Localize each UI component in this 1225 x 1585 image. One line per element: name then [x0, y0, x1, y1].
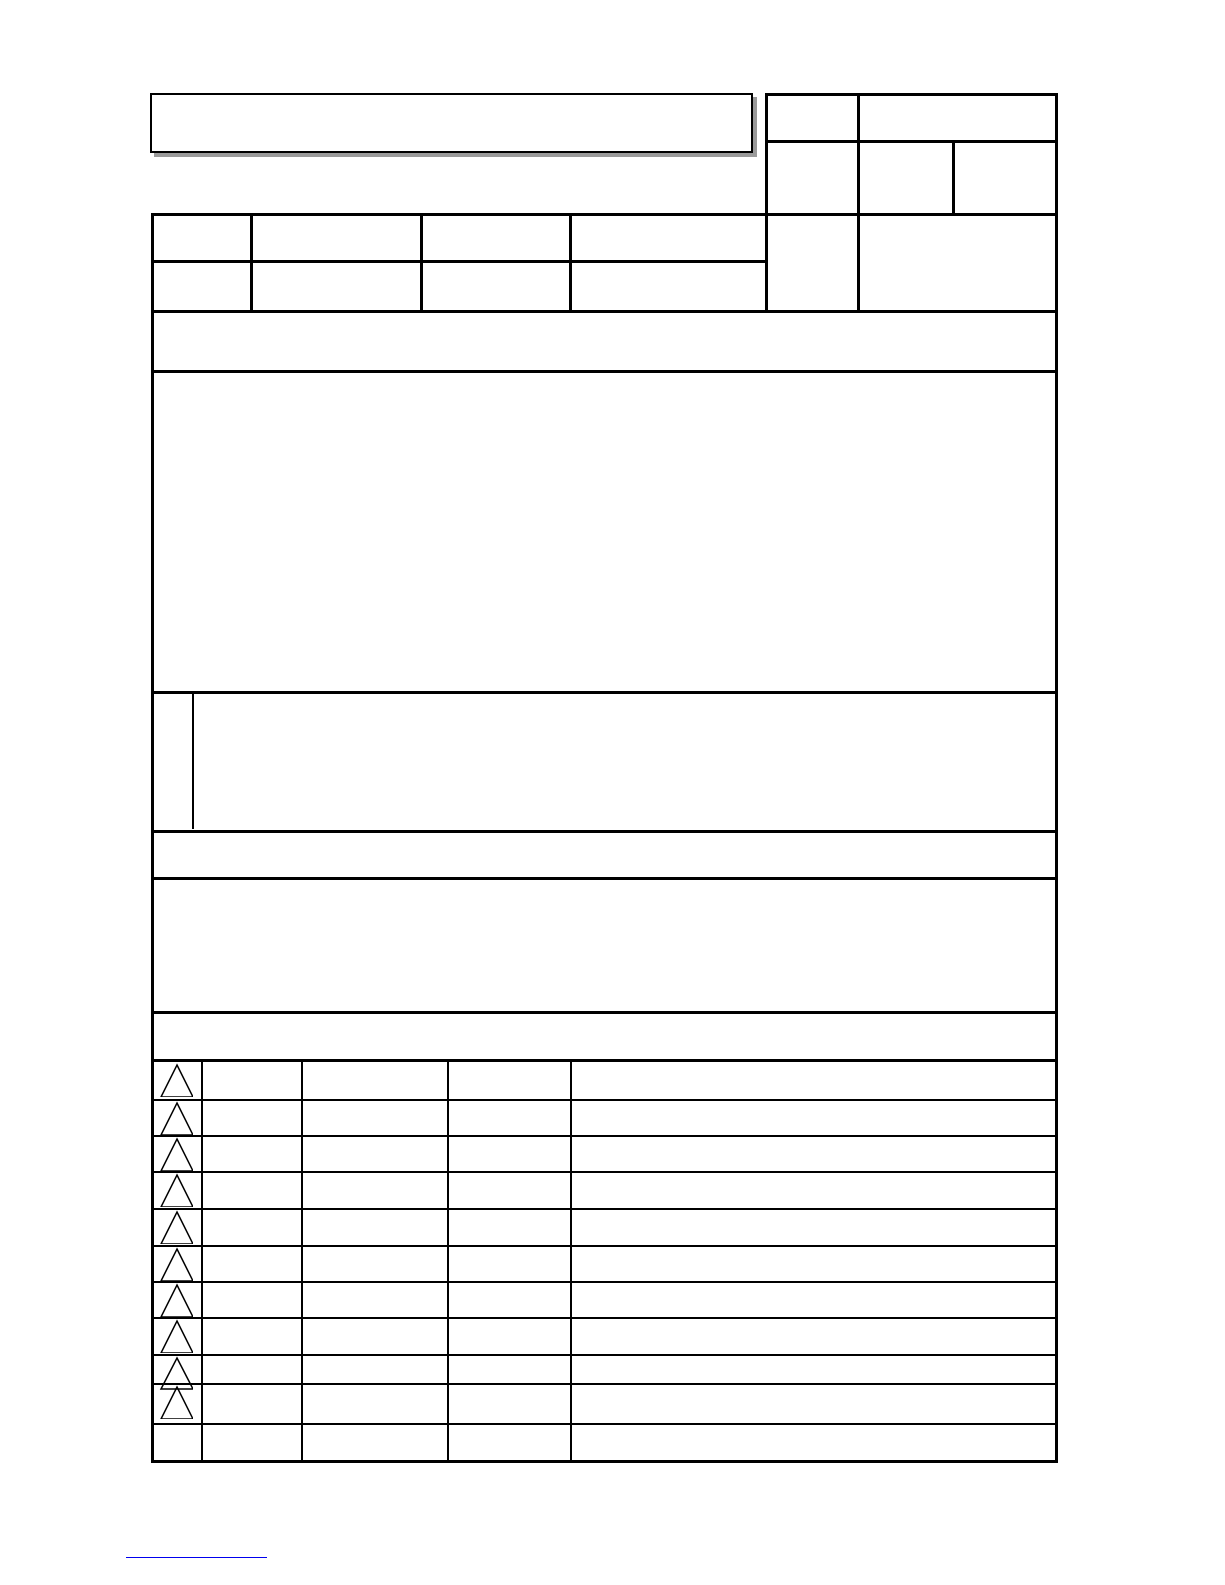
revision-row-divider — [151, 1208, 1058, 1210]
triangle-revision-icon — [159, 1247, 193, 1281]
revision-section-top — [151, 1011, 1058, 1014]
revision-col-2 — [301, 1061, 303, 1461]
table-border-left — [151, 213, 154, 1463]
revision-row-divider — [151, 1245, 1058, 1247]
triangle-revision-icon — [159, 1210, 193, 1244]
info-row-top — [151, 213, 1058, 216]
section-c-top — [151, 830, 1058, 833]
document-title-box — [150, 93, 753, 153]
revision-row-divider — [151, 1135, 1058, 1137]
header-border-mid — [857, 93, 860, 313]
revision-row-divider — [151, 1317, 1058, 1319]
revision-heading-divider — [151, 1059, 1058, 1062]
triangle-revision-icon — [159, 1137, 193, 1171]
revision-row-divider — [151, 1281, 1058, 1283]
info-col-1 — [250, 213, 253, 313]
header-border-left — [765, 93, 768, 313]
triangle-revision-icon — [159, 1319, 193, 1353]
table-border-right — [1055, 93, 1058, 1463]
header-border-top — [765, 93, 1058, 96]
triangle-revision-icon — [159, 1385, 193, 1419]
revision-row-divider — [151, 1099, 1058, 1101]
revision-row-divider — [151, 1383, 1058, 1385]
revision-row-divider — [151, 1171, 1058, 1173]
triangle-revision-icon — [159, 1063, 193, 1097]
section-a-top — [151, 310, 1058, 313]
revision-col-1 — [201, 1061, 203, 1461]
section-b-side-divider — [192, 693, 194, 829]
section-a-heading-divider — [151, 370, 1058, 373]
info-col-2 — [420, 213, 423, 313]
header-cell-divider — [952, 140, 955, 215]
footer-link-underline[interactable] — [126, 1557, 267, 1558]
header-tick — [765, 140, 769, 142]
triangle-revision-icon — [159, 1283, 193, 1317]
info-col-3 — [569, 213, 572, 313]
section-b-top — [151, 691, 1058, 694]
triangle-revision-icon — [159, 1101, 193, 1135]
revision-row-divider — [151, 1354, 1058, 1356]
revision-col-3 — [447, 1061, 449, 1461]
header-row-divider — [765, 140, 1058, 143]
info-row-divider — [151, 260, 767, 263]
section-c-heading-divider — [151, 877, 1058, 880]
table-border-bottom — [151, 1460, 1058, 1463]
revision-row-divider — [151, 1423, 1058, 1425]
triangle-revision-icon — [159, 1173, 193, 1207]
revision-col-4 — [570, 1061, 572, 1461]
